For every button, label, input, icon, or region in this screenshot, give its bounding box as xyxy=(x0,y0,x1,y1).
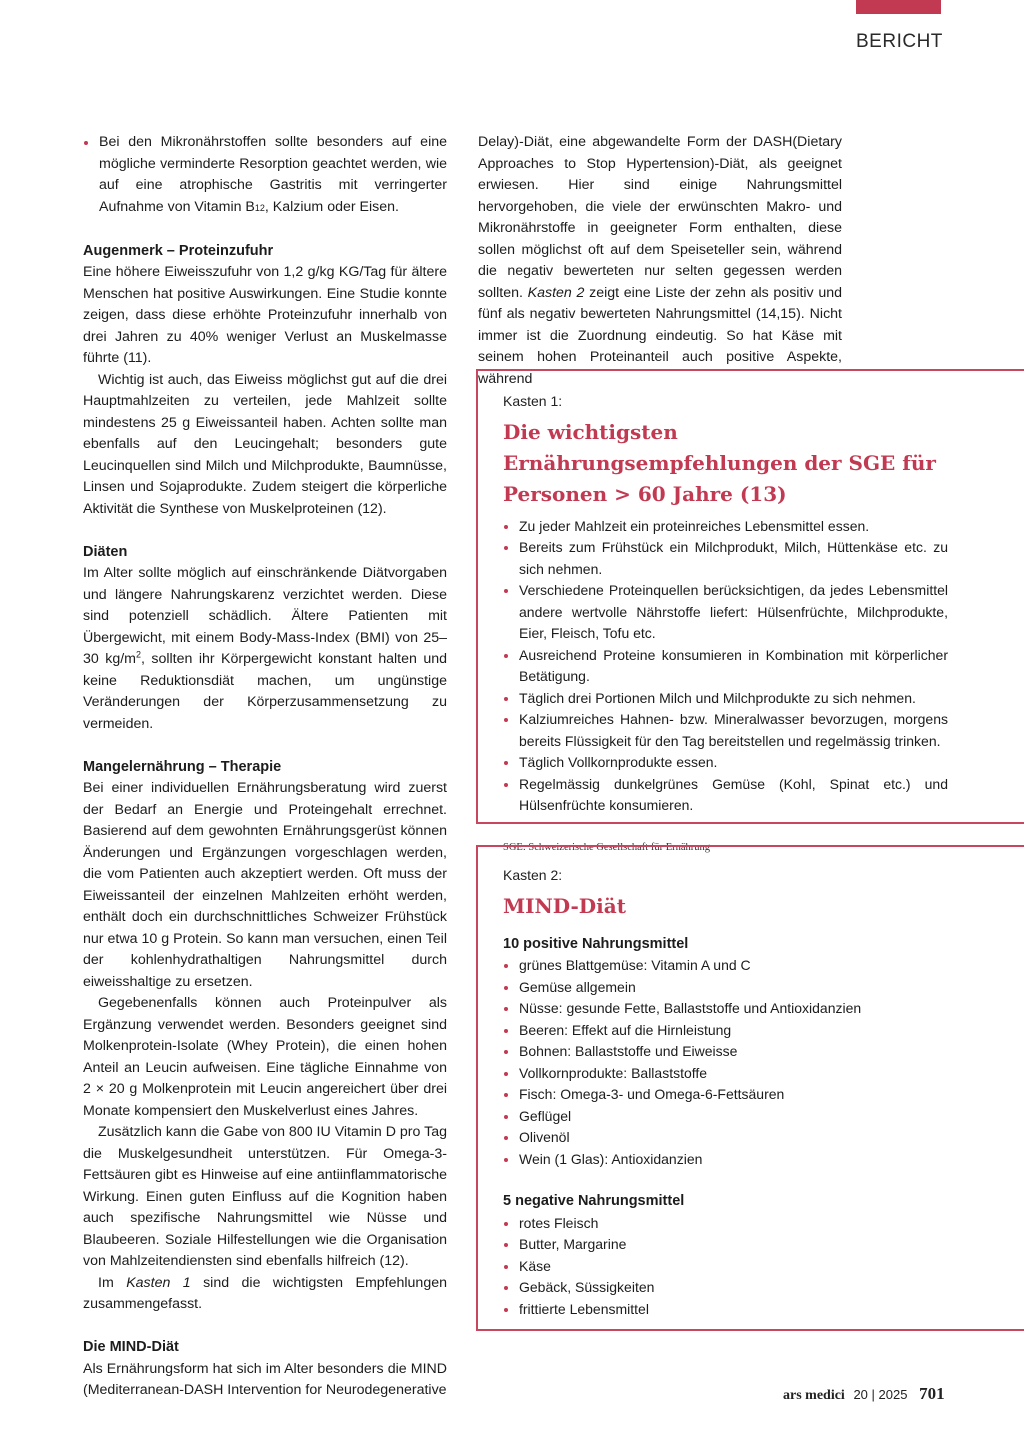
list-item: Geflügel xyxy=(503,1106,948,1128)
bullet-icon xyxy=(504,1007,508,1011)
left-column xyxy=(83,132,447,1402)
page-footer xyxy=(783,1384,945,1404)
list-item: Bohnen: Ballaststoffe und Eiweisse xyxy=(503,1041,948,1063)
list-item: Vollkornprodukte: Ballaststoffe xyxy=(503,1063,948,1085)
bullet-icon xyxy=(504,964,508,968)
bullet-icon xyxy=(504,525,508,529)
journal-name: ars medici xyxy=(783,1388,845,1403)
section-heading: Mangelernährung – Therapie xyxy=(83,758,282,775)
bullet-icon xyxy=(504,1222,508,1226)
issue-number: 20 | 2025 xyxy=(853,1387,908,1402)
list-item: Kalziumreiches Hahnen- bzw. Mineralwasser bevorzugen, morgens bereits Flüssigkeit für den Tag bereitstellen und regelmässig trinken. xyxy=(503,709,948,752)
paragraph: Bei einer individuellen Ernährungsberatung wird zuerst der Bedarf an Energie und Proteingehalt errechnet. Basierend auf dem gewohnten Ernährungsgerüst können Änderungen und Ergänzungen vorgeschlagen werden, die vom Patienten auch akzeptiert werden. Oft muss der Eiweissanteil der einzelnen Mahlzeiten erhöht werden, enthält doch ein durchschnittliches Schweizer Frühstück nur etwa 10 g Protein. So kann man versuchen, einen Teil der kohlenhydrathaltigen Nahrungsmittel durch eiweisshaltige zu ersetzen. xyxy=(83,780,447,990)
list-item: Bereits zum Frühstück ein Milchprodukt, Milch, Hüttenkäse etc. zu sich nehmen. xyxy=(503,537,948,580)
section-heading: Augenmerk – Proteinzufuhr xyxy=(83,242,274,259)
negative-foods-list xyxy=(503,1213,948,1321)
paragraph: Wichtig ist auch, das Eiweiss möglichst gut auf die drei Hauptmahlzeiten zu verteilen, jede Mahlzeit sollte mindestens 25 g Eiweissanteil haben. Achten sollte man ebenfalls auf den Leucingehalt; besonders gute Leucinquellen sind Milch und Milchprodukte, Baumnüsse, Linsen und Sojaprodukte. Zudem steigert die körperliche Aktivität die Synthese von Muskelproteinen (12). xyxy=(83,371,447,517)
bullet-icon xyxy=(504,1029,508,1033)
box-reference: Kasten 2 xyxy=(527,284,585,301)
bullet-icon xyxy=(84,141,88,145)
paragraph: Gegebenenfalls können auch Proteinpulver als Ergänzung verwendet werden. Besonders geeignet sind Molkenprotein-Isolate (Whey Protein), die einen hohen Anteil an Leucin aufweisen. Eine tägliche Einnahme von 2 × 20 g Molkenprotein mit Leucin angereichert über drei Monate kompensiert den Muskelverlust eines Jahres. xyxy=(83,995,447,1119)
list-item: Täglich drei Portionen Milch und Milchprodukte zu sich nehmen. xyxy=(503,688,948,710)
list-item: Nüsse: gesunde Fette, Ballaststoffe und Antioxidanzien xyxy=(503,998,948,1020)
list-item: Bei den Mikronährstoffen sollte besonders auf eine mögliche verminderte Resorption geachtet werden, wie auf eine atrophische Gastritis mit verringerter Aufnahme von Vitamin B12, Kalzium oder Eisen. xyxy=(83,132,447,219)
positive-foods-list xyxy=(503,955,948,1170)
bullet-icon xyxy=(504,783,508,787)
recommendation-list xyxy=(503,516,948,817)
paragraph: Delay)-Diät, eine abgewandelte Form der DASH(Dietary Approaches to Stop Hypertension)-Diät, als geeignet erwiesen. Hier sind einige Nahrungsmittel hervorgehoben, die viele der erwünschten Makro- und Mikronährstoffe in geeigneter Form enthalten, diese sollen möglichst oft auf dem Speiseteller sein, während die negativ bewerteten nur selten gegessen werden sollten. Kasten 2 zeigt eine Liste der zehn als positiv und fünf als negativ bewerteten Nahrungsmittel (14,15). Nicht immer ist die Zuordnung eindeutig. So hat Käse mit seinem hohen Proteinanteil auch positive Aspekte, während xyxy=(478,134,842,387)
list-item: Ausreichend Proteine konsumieren in Kombination mit körperlicher Betätigung. xyxy=(503,645,948,688)
info-box-2 xyxy=(476,845,1024,1331)
bullet-icon xyxy=(504,697,508,701)
list-item: Verschiedene Proteinquellen berücksichtigen, da jedes Lebensmittel andere wertvolle Nährstoffe liefert: Hülsenfrüchte, Milchprodukte, Eier, Fleisch, Tofu etc. xyxy=(503,580,948,645)
positive-foods-heading: 10 positive Nahrungsmittel xyxy=(503,935,689,952)
box-footnote: SGE: Schweizerische Gesellschaft für Ernährung xyxy=(503,841,711,853)
box-title: MIND-Diät xyxy=(503,893,626,918)
list-item: Täglich Vollkornprodukte essen. xyxy=(503,752,948,774)
list-item: Wein (1 Glas): Antioxidanzien xyxy=(503,1149,948,1171)
list-item: Butter, Margarine xyxy=(503,1234,948,1256)
info-box-1 xyxy=(476,369,1024,853)
bullet-icon xyxy=(504,589,508,593)
box-title: Die wichtigsten Ernährungsempfehlungen der SGE für Personen > 60 Jahre (13) xyxy=(503,419,936,506)
box-label: Kasten 1: xyxy=(503,393,563,409)
bullet-icon xyxy=(504,1308,508,1312)
list-item: Olivenöl xyxy=(503,1127,948,1149)
section-label: BERICHT xyxy=(856,31,943,52)
bullet-icon xyxy=(504,1115,508,1119)
bullet-icon xyxy=(504,1136,508,1140)
bullet-icon xyxy=(504,1158,508,1162)
paragraph: Im Alter sollte möglich auf einschränkende Diätvorgaben und längere Nahrungskarenz verzichtet werden. Diese sind potenziell schädlich. Ältere Patienten mit Übergewicht, mit einem Body-Mass-Index (BMI) von 25–30 $kg/m^2$, sollten ihr Körpergewicht konstant halten und keine Reduktionsdiät machen, um ungünstige Veränderungen der Körperzusammensetzung zu vermeiden. xyxy=(83,565,447,732)
bullet-icon xyxy=(504,1286,508,1290)
list-item: Beeren: Effekt auf die Hirnleistung xyxy=(503,1020,948,1042)
list-item: rotes Fleisch xyxy=(503,1213,948,1235)
section-heading: Diäten xyxy=(83,543,128,560)
box-label: Kasten 2: xyxy=(503,867,563,883)
list-item: Fisch: Omega-3- und Omega-6-Fettsäuren xyxy=(503,1084,948,1106)
paragraph: Zusätzlich kann die Gabe von 800 IU Vitamin D pro Tag die Muskelgesundheit unterstützen. Für Omega-3-Fettsäuren gibt es Hinweise auf eine antiinflammatorische Wirkung. Einen guten Einfluss auf die Kognition haben auch spezifische Nahrungsmittel wie Nüsse und Blaubeeren. Soziale Hilfestellungen wie die Organisation von Mahlzeitendiensten sind ebenfalls hilfreich (12). xyxy=(83,1124,447,1269)
bullet-icon xyxy=(504,654,508,658)
section-heading: Die MIND-Diät xyxy=(83,1339,179,1355)
list-item: Zu jeder Mahlzeit ein proteinreiches Lebensmittel essen. xyxy=(503,516,948,538)
bullet-icon xyxy=(504,718,508,722)
page-number: 701 xyxy=(919,1384,945,1403)
paragraph: Im Kasten 1 sind die wichtigsten Empfehlungen zusammengefasst. xyxy=(83,1274,447,1312)
list-item: Gemüse allgemein xyxy=(503,977,948,999)
box-reference: Kasten 1 xyxy=(126,1274,191,1291)
list-item: Regelmässig dunkelgrünes Gemüse (Kohl, Spinat etc.) und Hülsenfrüchte konsumieren. xyxy=(503,774,948,817)
bullet-icon xyxy=(504,546,508,550)
section-color-bar xyxy=(856,0,941,14)
paragraph: Als Ernährungsform hat sich im Alter besonders die MIND (Mediterranean-DASH Intervention for Neurodegenerative xyxy=(83,1360,447,1398)
bullet-icon xyxy=(504,1243,508,1247)
bullet-icon xyxy=(504,1265,508,1269)
bullet-icon xyxy=(504,986,508,990)
bullet-icon xyxy=(504,1050,508,1054)
micronutrient-bullet-list xyxy=(83,132,447,219)
list-item: Gebäck, Süssigkeiten xyxy=(503,1277,948,1299)
bullet-icon xyxy=(504,1093,508,1097)
bullet-icon xyxy=(504,761,508,765)
paragraph: Eine höhere Eiweisszufuhr von 1,2 g/kg KG/Tag für ältere Menschen hat positive Auswirkungen. Eine Studie konnte zeigen, dass diese erhöhte Proteinzufuhr innerhalb von drei Jahren zu 40% weniger Verlust an Muskelmasse führte (11). xyxy=(83,264,447,366)
list-item: grünes Blattgemüse: Vitamin A und C xyxy=(503,955,948,977)
negative-foods-heading: 5 negative Nahrungsmittel xyxy=(503,1193,685,1209)
right-column xyxy=(478,132,842,390)
list-item: Käse xyxy=(503,1256,948,1278)
list-item: frittierte Lebensmittel xyxy=(503,1299,948,1321)
bullet-icon xyxy=(504,1072,508,1076)
